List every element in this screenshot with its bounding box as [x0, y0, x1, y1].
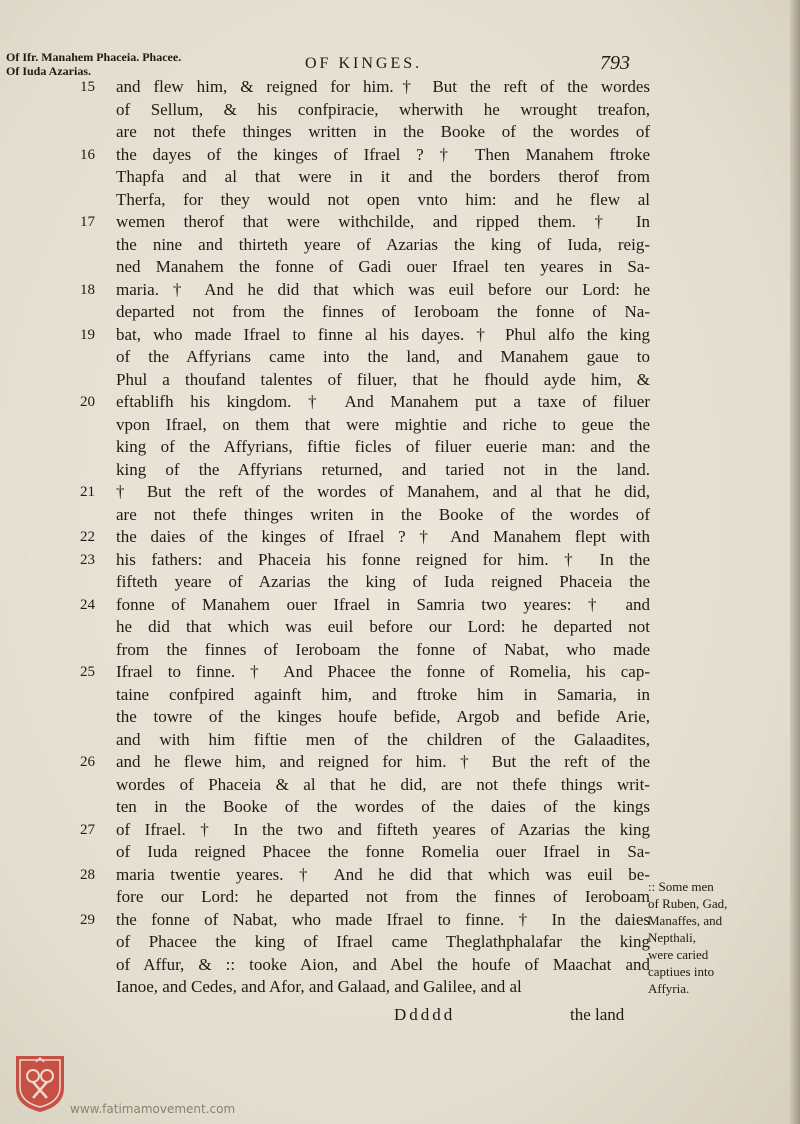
- margin-note-line: :: Some men: [648, 879, 714, 894]
- text-line: [80, 481, 650, 504]
- line-text: his fathers: and Phaceia his fonne reigned for him. † In the: [116, 549, 650, 569]
- running-title: OF KINGES.: [305, 55, 423, 72]
- text-line: [80, 909, 650, 932]
- line-text: are not thefe thinges writen in the Booke of the wordes of: [116, 504, 650, 524]
- verse-number: 25: [80, 664, 95, 680]
- line-text: fonne of Manahem ouer Ifrael in Samria two yeares: † and: [116, 594, 650, 614]
- body-text: [80, 76, 650, 999]
- text-line: [80, 616, 650, 639]
- line-text: wemen therof that were withchilde, and ripped them. † In: [116, 212, 650, 231]
- verse-number: 27: [80, 821, 95, 838]
- line-text: and he flewe him, and reigned for him. † But the reft of the: [116, 752, 650, 771]
- page-edge: [790, 0, 800, 1124]
- text-line: [80, 211, 650, 234]
- line-text: are not thefe thinges written in the Booke of the wordes of: [116, 122, 650, 141]
- verse-number: 26: [80, 754, 95, 770]
- line-text: of Ifrael. † In the two and fifteth yeares of Azarias the king: [116, 819, 650, 839]
- line-text: fore our Lord: he departed not from the finnes of Ieroboam: [116, 887, 650, 906]
- line-text: fifteth yeare of Azarias the king of Iuda reigned Phaceia the: [116, 572, 650, 591]
- text-line: [80, 346, 650, 369]
- text-line: [80, 796, 650, 819]
- text-line: [80, 234, 650, 257]
- verse-number: 18: [80, 281, 95, 298]
- line-text: Thapfa and al that were in it and the borders therof from: [116, 167, 650, 186]
- line-text: taine confpired againft him, and ftroke him in Samaria, in: [116, 684, 650, 704]
- text-line: [80, 864, 650, 887]
- line-text: departed not from the finnes of Ieroboam the fonne of Na-: [116, 302, 650, 321]
- line-text: Ianoe, and Cedes, and Afor, and Galaad, and Galilee, and al: [116, 977, 522, 996]
- signature-mark: Ddddd: [394, 1005, 456, 1024]
- line-text: wordes of Phaceia & al that he did, are not thefe things writ-: [116, 774, 650, 794]
- verse-number: 29: [80, 911, 95, 928]
- line-text: Phul a thoufand talentes of filuer, that he fhould ayde him, &: [116, 369, 650, 389]
- text-line: [80, 504, 650, 527]
- line-text: vpon Ifrael, on them that were mightie and riche to geue the: [116, 414, 650, 434]
- text-line: [80, 414, 650, 437]
- text-line: [80, 661, 650, 684]
- text-line: [80, 931, 650, 954]
- margin-note-line: captiues into: [648, 964, 715, 979]
- line-text: the towre of the kinges houfe befide, Argob and befide Arie,: [116, 707, 650, 726]
- page-number: 793: [600, 52, 630, 74]
- text-line: [80, 684, 650, 707]
- line-text: maria. † And he did that which was euil before our Lord: he: [116, 279, 650, 299]
- fatima-logo-icon: [14, 1054, 66, 1114]
- verse-number: 22: [80, 529, 95, 545]
- text-line: [80, 819, 650, 842]
- text-line: [80, 256, 650, 279]
- margin-note-line: were caried: [648, 947, 709, 962]
- text-line: [80, 144, 650, 167]
- line-text: king of the Affyrians, fiftie ficles of filuer euerie man: and the: [116, 437, 650, 456]
- line-text: of Sellum, & his confpiracie, wherwith he wrought treafon,: [116, 99, 650, 119]
- text-line: [80, 76, 650, 99]
- text-line: [80, 279, 650, 302]
- text-line: [80, 549, 650, 572]
- text-line: [80, 571, 650, 594]
- line-text: of Iuda reigned Phacee the fonne Romelia ouer Ifrael in Sa-: [116, 842, 650, 861]
- line-text: ned Manahem the fonne of Gadi ouer Ifrael ten yeares in Sa-: [116, 257, 650, 276]
- line-text: the fonne of Nabat, who made Ifrael to finne. † In the daies: [116, 909, 650, 929]
- text-line: [80, 841, 650, 864]
- text-line: [80, 391, 650, 414]
- text-line: [80, 324, 650, 347]
- line-text: † But the reft of the wordes of Manahem, and al that he did,: [116, 482, 650, 501]
- line-text: of the Affyrians came into the land, and Manahem gaue to: [116, 347, 650, 366]
- text-line: [80, 301, 650, 324]
- verse-number: 16: [80, 146, 95, 163]
- line-text: the dayes of the kinges of Ifrael ? † Then Manahem ftroke: [116, 144, 650, 164]
- text-line: [80, 189, 650, 212]
- margin-note-line: Manaffes, and: [648, 913, 723, 928]
- text-line: [80, 751, 650, 774]
- line-text: of Phacee the king of Ifrael came Theglathphalafar the king: [116, 932, 650, 951]
- margin-note-line: Affyria.: [648, 981, 690, 996]
- line-text: and flew him, & reigned for him.† But the reft of the wordes: [116, 77, 650, 96]
- verse-number: 17: [80, 214, 95, 230]
- text-line: [80, 976, 650, 999]
- text-line: [80, 594, 650, 617]
- line-text: ten in the Booke of the wordes of the daies of the kings: [116, 797, 650, 816]
- text-line: [80, 706, 650, 729]
- verse-number: 15: [80, 79, 95, 95]
- text-line: [80, 369, 650, 392]
- line-text: Ifrael to finne. † And Phacee the fonne of Romelia, his cap-: [116, 662, 650, 681]
- text-line: [80, 166, 650, 189]
- margin-note: [648, 878, 788, 997]
- verse-number: 23: [80, 551, 95, 568]
- catchword: the land: [570, 1005, 625, 1024]
- header-left-line2: Of Iuda Azarias.: [6, 64, 92, 78]
- margin-note-line: of Ruben, Gad,: [648, 896, 728, 911]
- line-text: bat, who made Ifrael to finne al his dayes. † Phul alfo the king: [116, 324, 650, 344]
- running-header-left: [6, 50, 181, 78]
- margin-note-line: Nepthali,: [648, 930, 697, 945]
- verse-number: 28: [80, 866, 95, 883]
- line-text: the nine and thirteth yeare of Azarias the king of Iuda, reig-: [116, 234, 650, 254]
- verse-number: 24: [80, 596, 95, 613]
- line-text: maria twentie yeares. † And he did that which was euil be-: [116, 864, 650, 884]
- line-text: of Affur, & :: tooke Aion, and Abel the houfe of Maachat and: [116, 954, 650, 974]
- verse-number: 21: [80, 484, 95, 500]
- text-line: [80, 99, 650, 122]
- line-text: he did that which was euil before our Lord: he departed not: [116, 617, 650, 636]
- text-line: [80, 436, 650, 459]
- text-line: [80, 526, 650, 549]
- line-text: from the finnes of Ieroboam the fonne of Nabat, who made: [116, 639, 650, 659]
- text-line: [80, 121, 650, 144]
- line-text: eftablifh his kingdom. † And Manahem put a taxe of filuer: [116, 392, 650, 411]
- line-text: and with him fiftie men of the children of the Galaadites,: [116, 729, 650, 749]
- line-text: king of the Affyrians returned, and taried not in the land.: [116, 459, 650, 479]
- text-line: [80, 886, 650, 909]
- text-line: [80, 639, 650, 662]
- line-text: Therfa, for they would not open vnto him: and he flew al: [116, 189, 650, 209]
- verse-number: 19: [80, 326, 95, 343]
- line-text: the daies of the kinges of Ifrael ? † And Manahem flept with: [116, 527, 650, 546]
- website-url[interactable]: www.fatimamovement.com: [70, 1102, 236, 1116]
- verse-number: 20: [80, 394, 95, 410]
- text-line: [80, 729, 650, 752]
- text-line: [80, 459, 650, 482]
- text-line: [80, 774, 650, 797]
- header-left-line1: Of Ifr. Manahem Phaceia. Phacee.: [6, 50, 182, 64]
- text-line: [80, 954, 650, 977]
